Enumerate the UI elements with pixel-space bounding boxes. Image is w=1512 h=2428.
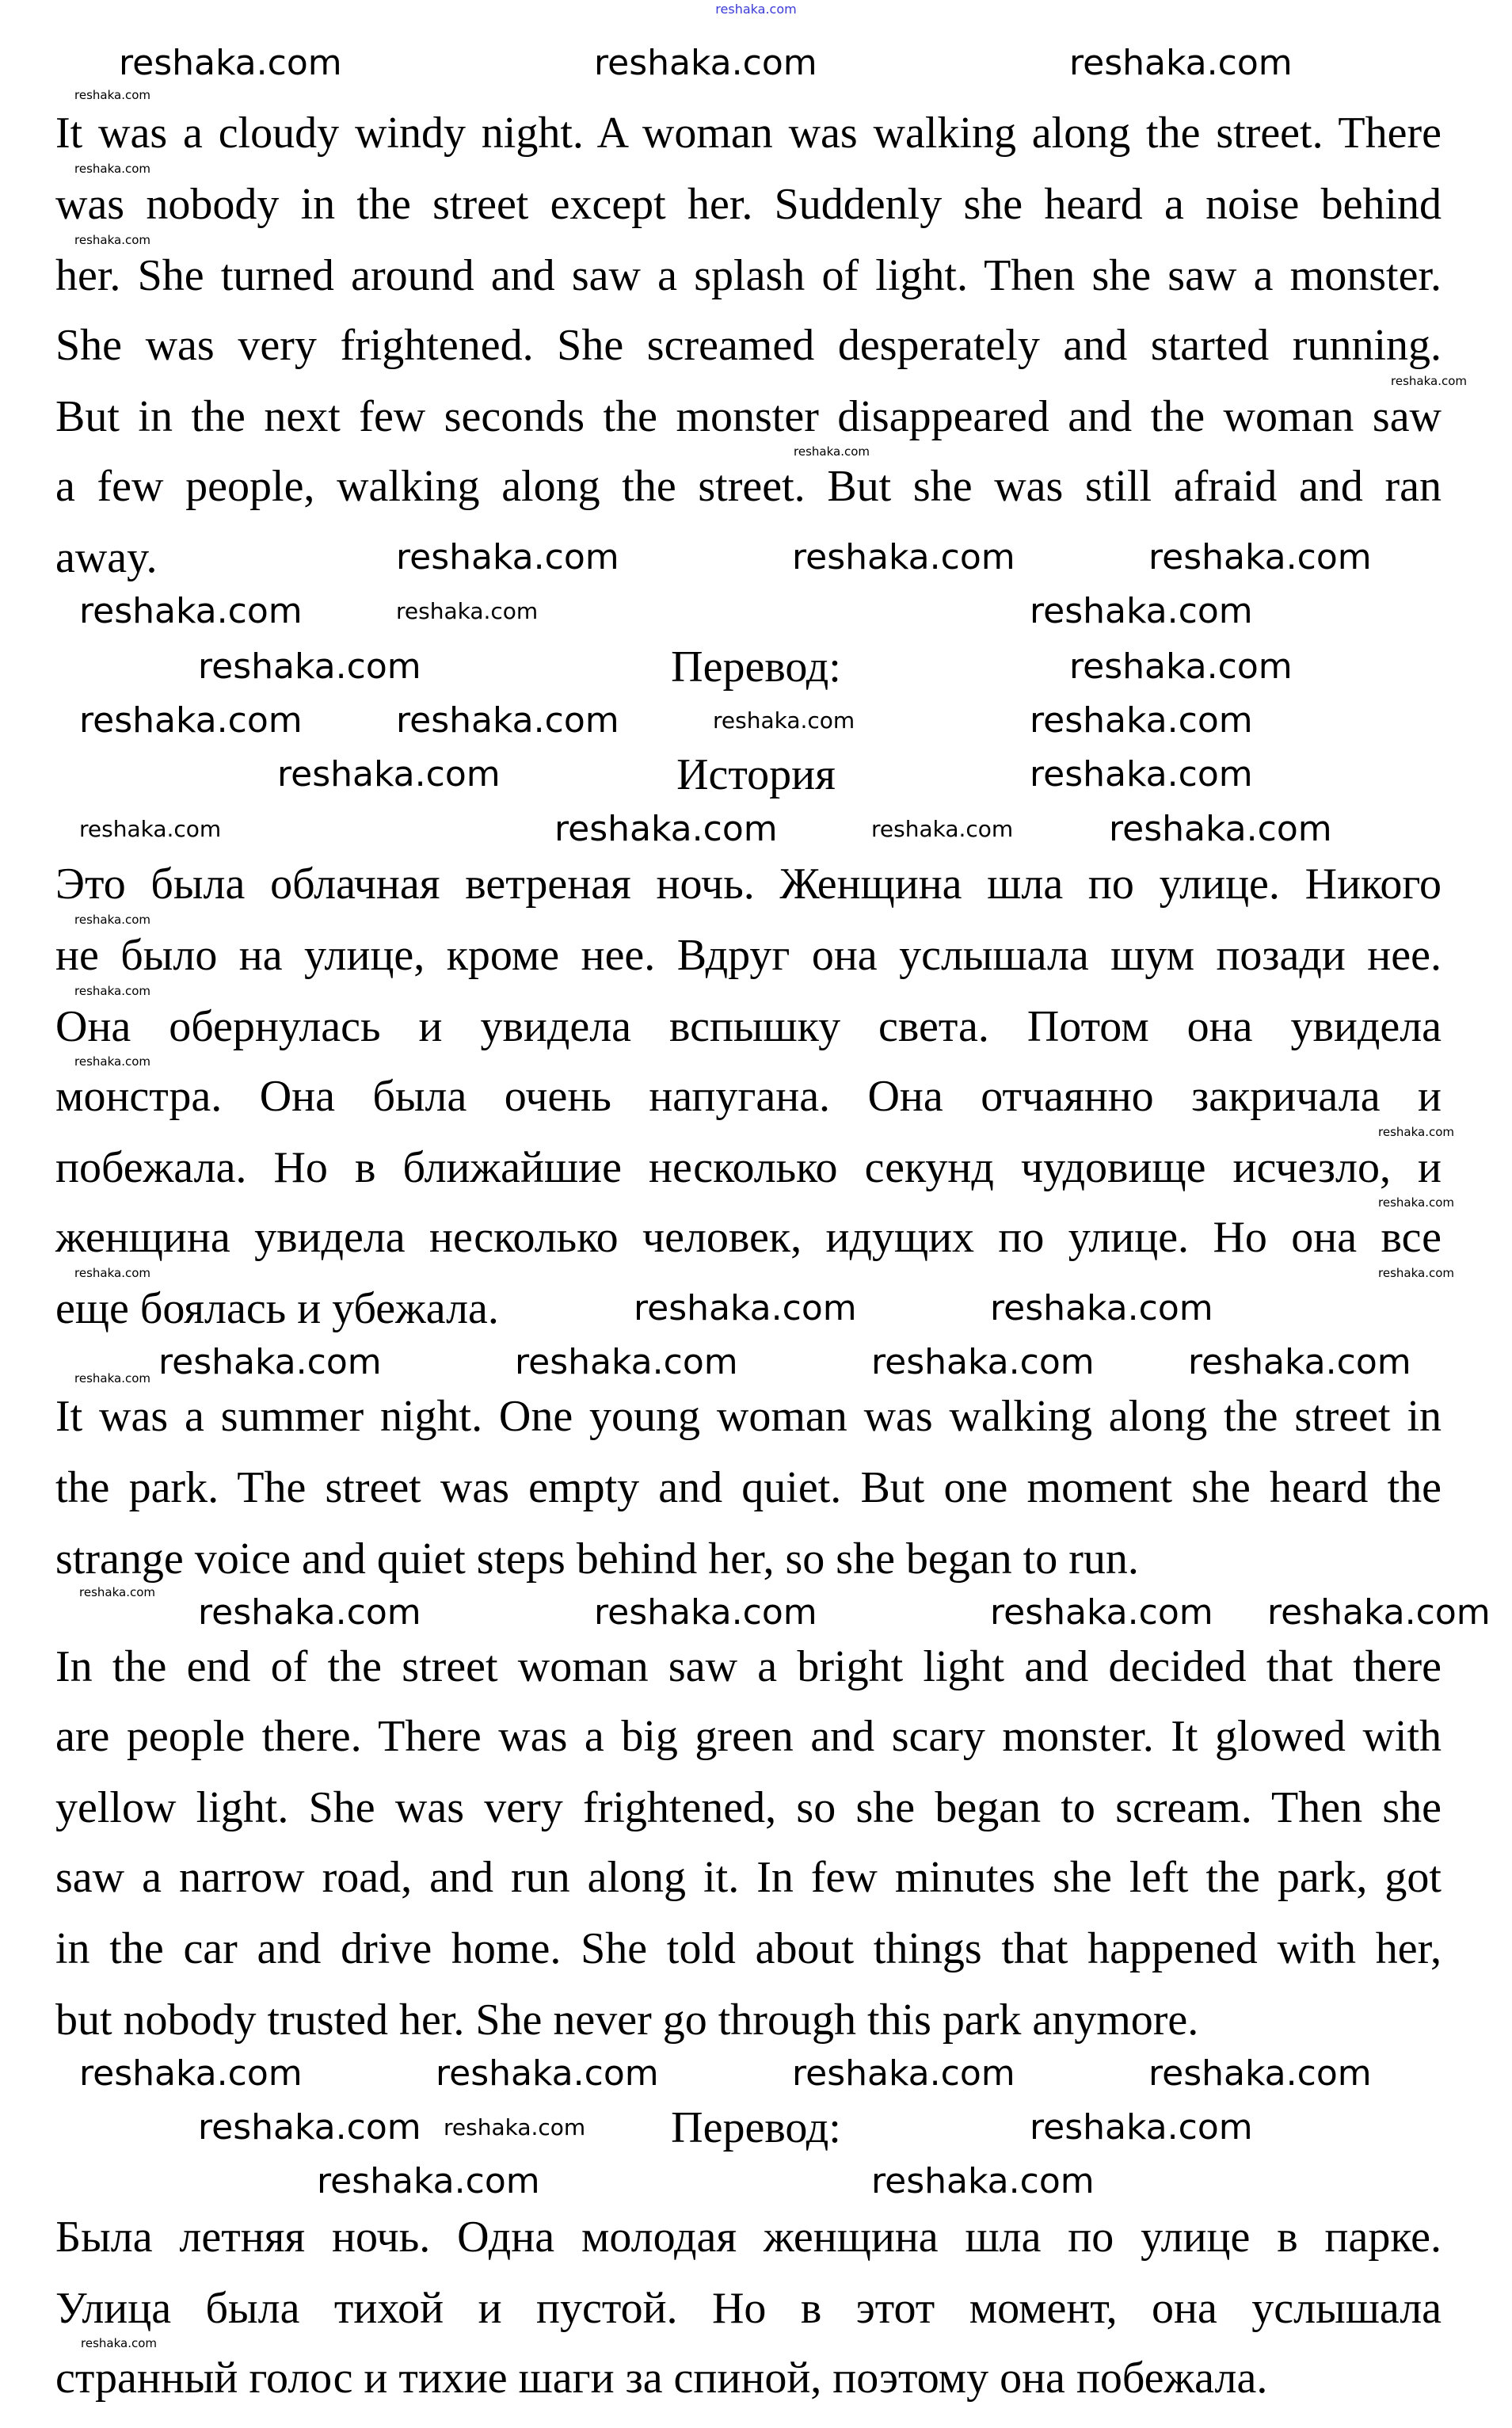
watermark: reshaka.com (79, 2053, 303, 2094)
watermark: reshaka.com (81, 2336, 157, 2350)
watermark: reshaka.com (396, 700, 619, 741)
translation1-line: не было на улице, кроме нее. Вдруг она услышала шум позади нее. (55, 931, 1442, 980)
watermark: reshaka.com (554, 809, 778, 849)
watermark: reshaka.com (74, 1266, 150, 1280)
story1-line: But in the next few seconds the monster disappeared and the woman saw (55, 392, 1442, 441)
translation1-line: побежала. Но в ближайшие несколько секунд чудовище исчезло, и (55, 1143, 1442, 1192)
watermark: reshaka.com (119, 43, 342, 83)
watermark: reshaka.com (1030, 700, 1253, 741)
watermark: reshaka.com (198, 1592, 421, 1633)
watermark: reshaka.com (198, 646, 421, 687)
story2-p2-line: yellow light. She was very frightened, so she began to scream. Then she (55, 1783, 1442, 1832)
watermark: reshaka.com (444, 2114, 586, 2140)
translation1-line: Она обернулась и увидела вспышку света. Потом она увидела (55, 1002, 1442, 1051)
watermark: reshaka.com (74, 88, 150, 102)
watermark: reshaka.com (396, 598, 539, 624)
story2-p2-line: are people there. There was a big green and scary monster. It glowed with (55, 1712, 1442, 1761)
story1-line: It was a cloudy windy night. A woman was walking along the street. There (55, 109, 1442, 158)
watermark: reshaka.com (990, 1288, 1213, 1328)
watermark: reshaka.com (1069, 646, 1293, 687)
watermark: reshaka.com (1109, 809, 1332, 849)
watermark: reshaka.com (594, 43, 817, 83)
watermark: reshaka.com (74, 162, 150, 176)
watermark: reshaka.com (1378, 1125, 1454, 1139)
watermark: reshaka.com (792, 537, 1015, 577)
translation1-line: монстра. Она была очень напугана. Она отчаянно закричала и (55, 1072, 1442, 1121)
watermark: reshaka.com (74, 913, 150, 927)
watermark: reshaka.com (794, 444, 870, 459)
translation2-line: странный голос и тихие шаги за спиной, поэтому она побежала. (55, 2354, 1268, 2403)
watermark: reshaka.com (871, 2161, 1095, 2201)
watermark: reshaka.com (871, 816, 1014, 842)
watermark: reshaka.com (594, 1592, 817, 1633)
translation1-line: еще боялась и убежала. (55, 1284, 499, 1333)
site-header-link[interactable]: reshaka.com (715, 2, 797, 17)
watermark: reshaka.com (1267, 1592, 1491, 1633)
watermark: reshaka.com (317, 2161, 540, 2201)
watermark: reshaka.com (1391, 374, 1467, 388)
translation2-line: Была летняя ночь. Одна молодая женщина шла по улице в парке. (55, 2213, 1442, 2262)
watermark: reshaka.com (1148, 537, 1372, 577)
watermark: reshaka.com (792, 2053, 1015, 2094)
watermark: reshaka.com (436, 2053, 659, 2094)
watermark: reshaka.com (1030, 591, 1253, 631)
watermark: reshaka.com (1188, 1342, 1411, 1382)
story2-p2-line: In the end of the street woman saw a bright light and decided that there (55, 1642, 1442, 1691)
story2-p1-line: strange voice and quiet steps behind her, so she began to run. (55, 1534, 1139, 1584)
story2-p1-line: It was a summer night. One young woman was walking along the street in (55, 1392, 1442, 1441)
watermark: reshaka.com (1030, 754, 1253, 795)
translation-title-row (0, 749, 1512, 800)
watermark: reshaka.com (1030, 2107, 1253, 2148)
story1-line: She was very frightened. She screamed desperately and started running. (55, 321, 1442, 370)
translation-title: История (676, 750, 836, 799)
translation-heading-1: Перевод: (671, 642, 841, 692)
story1-line: her. She turned around and saw a splash of light. Then she saw a monster. (55, 251, 1442, 300)
watermark: reshaka.com (158, 1342, 382, 1382)
translation-heading-2: Перевод: (671, 2103, 841, 2152)
watermark: reshaka.com (515, 1342, 738, 1382)
watermark: reshaka.com (74, 984, 150, 998)
watermark: reshaka.com (1069, 43, 1293, 83)
story2-p2-line: in the car and drive home. She told about things that happened with her, (55, 1924, 1442, 1973)
watermark: reshaka.com (1378, 1195, 1454, 1210)
watermark: reshaka.com (396, 537, 619, 577)
watermark: reshaka.com (79, 591, 303, 631)
translation2-line: Улица была тихой и пустой. Но в этот момент, она услышала (55, 2284, 1442, 2333)
story2-p1-line: the park. The street was empty and quiet. But one moment she heard the (55, 1463, 1442, 1512)
watermark: reshaka.com (198, 2107, 421, 2148)
watermark: reshaka.com (1378, 1266, 1454, 1280)
story2-p2-line: saw a narrow road, and run along it. In few minutes she left the park, got (55, 1853, 1442, 1902)
watermark: reshaka.com (74, 233, 150, 247)
watermark: reshaka.com (1148, 2053, 1372, 2094)
watermark: reshaka.com (871, 1342, 1095, 1382)
story1-line: was nobody in the street except her. Suddenly she heard a noise behind (55, 180, 1442, 229)
watermark: reshaka.com (990, 1592, 1213, 1633)
watermark: reshaka.com (277, 754, 501, 795)
watermark: reshaka.com (713, 707, 855, 734)
translation1-line: женщина увидела несколько человек, идущих по улице. Но она все (55, 1213, 1442, 1262)
watermark: reshaka.com (74, 1054, 150, 1069)
story1-line: away. (55, 533, 158, 582)
story1-line: a few people, walking along the street. But she was still afraid and ran (55, 462, 1442, 511)
translation1-line: Это была облачная ветреная ночь. Женщина шла по улице. Никого (55, 860, 1442, 909)
watermark: reshaka.com (79, 816, 222, 842)
story2-p2-line: but nobody trusted her. She never go through this park anymore. (55, 1995, 1199, 2045)
watermark: reshaka.com (79, 700, 303, 741)
watermark: reshaka.com (79, 1585, 155, 1599)
watermark: reshaka.com (634, 1288, 857, 1328)
watermark: reshaka.com (74, 1371, 150, 1386)
